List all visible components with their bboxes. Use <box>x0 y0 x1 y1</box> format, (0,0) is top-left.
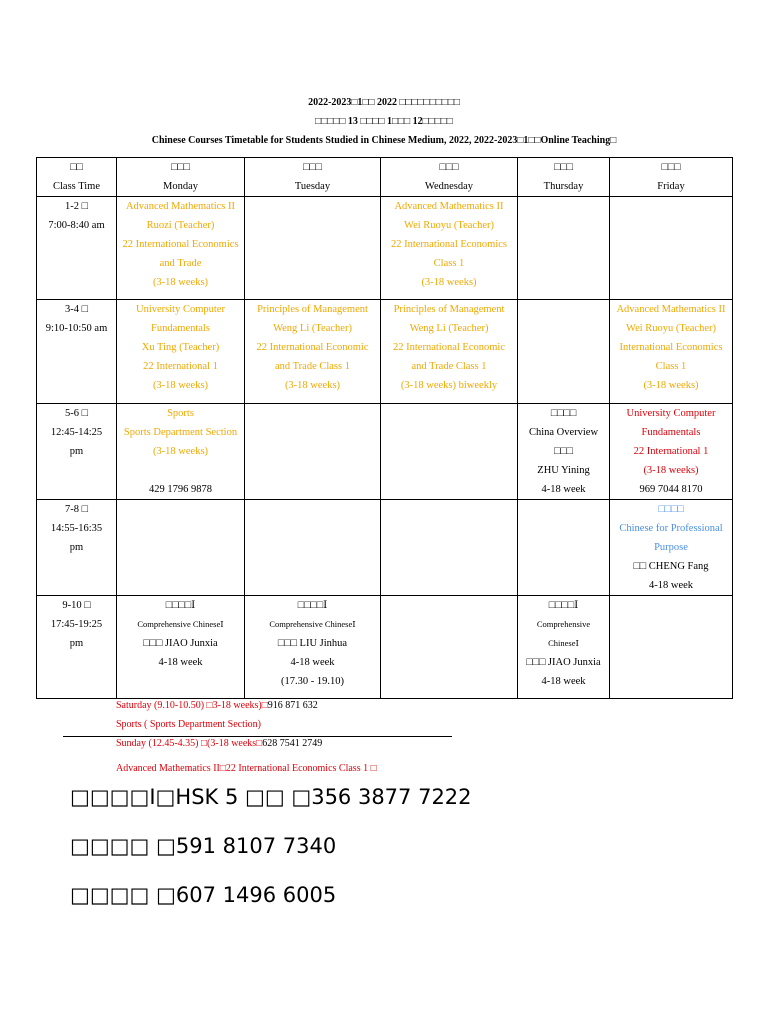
time-cell: 5-6 □ 12:45-14:25 pm <box>37 404 117 500</box>
empty-cell <box>610 197 733 300</box>
meeting-id: 429 1796 9878 <box>149 484 212 495</box>
header-cell-thursday: □□□ Thursday <box>518 158 610 197</box>
time-cell: 3-4 □ 9:10-10:50 am <box>37 300 117 404</box>
empty-cell <box>245 500 381 596</box>
header-cell-friday: □□□ Friday <box>610 158 733 197</box>
title-line-2: □□□□□ 13 □□□□ 1□□□ 12□□□□□ <box>315 116 453 127</box>
course-cell: □□□□Ⅰ Comprehensive ChineseⅠ □□□ JIAO Junxia 4-18 week <box>518 596 610 699</box>
table-row <box>37 197 733 300</box>
meeting-id: 969 7044 8170 <box>639 484 703 495</box>
course-cell: University Computer Fundamentals Xu Ting (Teacher) 22 International 1 (3-18 weeks) <box>117 300 245 404</box>
empty-cell <box>245 197 381 300</box>
table-row <box>37 596 733 699</box>
empty-cell <box>381 404 518 500</box>
course-cell: Principles of Management Weng Li (Teacher) 22 International Economic and Trade Class 1 (3-18 weeks) biweekly <box>381 300 518 404</box>
header-cell-monday: □□□ Monday <box>117 158 245 197</box>
table-row <box>37 300 733 404</box>
empty-cell <box>518 500 610 596</box>
timetable <box>36 157 733 699</box>
header-row <box>37 158 733 197</box>
header-cell-time: □□ Class Time <box>37 158 117 197</box>
time-cell: 9-10 □ 17:45-19:25 pm <box>37 596 117 699</box>
empty-cell <box>518 197 610 300</box>
table-row <box>37 404 733 500</box>
course-cell: Advanced Mathematics II Wei Ruoyu (Teacher) International Economics Class 1 (3-18 weeks) <box>610 300 733 404</box>
time-cell: 7-8 □ 14:55-16:35 pm <box>37 500 117 596</box>
title-line-3: Chinese Courses Timetable for Students Studied in Chinese Medium, 2022, 2022-2023□1□□Online Teaching□ <box>151 135 617 146</box>
sunday-note: Sunday (12.45-4.35) □(3-18 weeks□628 7541 2749 <box>116 738 323 749</box>
contact-line-3: □□□□ □607 1496 6005 <box>70 883 337 907</box>
divider <box>63 736 452 737</box>
empty-cell <box>245 404 381 500</box>
contact-line-2: □□□□ □591 8107 7340 <box>70 834 337 858</box>
saturday-note: Saturday (9.10-10.50) □3-18 weeks)□916 871 632 <box>116 700 318 711</box>
header-cell-wednesday: □□□ Wednesday <box>381 158 518 197</box>
course-cell: Principles of Management Weng Li (Teacher) 22 International Economic and Trade Class 1 (3-18 weeks) <box>245 300 381 404</box>
contact-line-hsk: □□□□Ⅰ□HSK 5 □□ □356 3877 7222 <box>70 785 472 809</box>
empty-cell <box>117 500 245 596</box>
empty-cell <box>610 596 733 699</box>
course-cell: Advanced Mathematics II Ruozi (Teacher) 22 International Economics and Trade (3-18 weeks) <box>117 197 245 300</box>
course-cell: University Computer Fundamentals 22 International 1 (3-18 weeks) 969 7044 8170 <box>610 404 733 500</box>
course-cell: Advanced Mathematics II Wei Ruoyu (Teacher) 22 International Economics Class 1 (3-18 weeks) <box>381 197 518 300</box>
empty-cell <box>381 596 518 699</box>
adv-math-note: Advanced Mathematics II□22 International Economics Class 1 □ <box>116 763 377 774</box>
course-cell: □□□□Ⅰ Comprehensive ChineseⅠ □□□ JIAO Junxia 4-18 week <box>117 596 245 699</box>
course-cell: □□□□ China Overview □□□ ZHU Yining 4-18 week <box>518 404 610 500</box>
table-row <box>37 500 733 596</box>
time-cell: 1-2 □ 7:00-8:40 am <box>37 197 117 300</box>
course-cell: □□□□ Chinese for Professional Purpose □□ CHENG Fang 4-18 week <box>610 500 733 596</box>
empty-cell <box>518 300 610 404</box>
empty-cell <box>381 500 518 596</box>
header-cell-tuesday: □□□ Tuesday <box>245 158 381 197</box>
title-line-1: 2022-2023□1□□ 2022 □□□□□□□□□□ <box>308 97 460 108</box>
sports-note: Sports ( Sports Department Section) <box>116 719 261 730</box>
course-cell: □□□□Ⅰ Comprehensive ChineseⅠ □□□ LIU Jinhua 4-18 week (17.30 - 19.10) <box>245 596 381 699</box>
course-cell: Sports Sports Department Section (3-18 weeks) 429 1796 9878 <box>117 404 245 500</box>
